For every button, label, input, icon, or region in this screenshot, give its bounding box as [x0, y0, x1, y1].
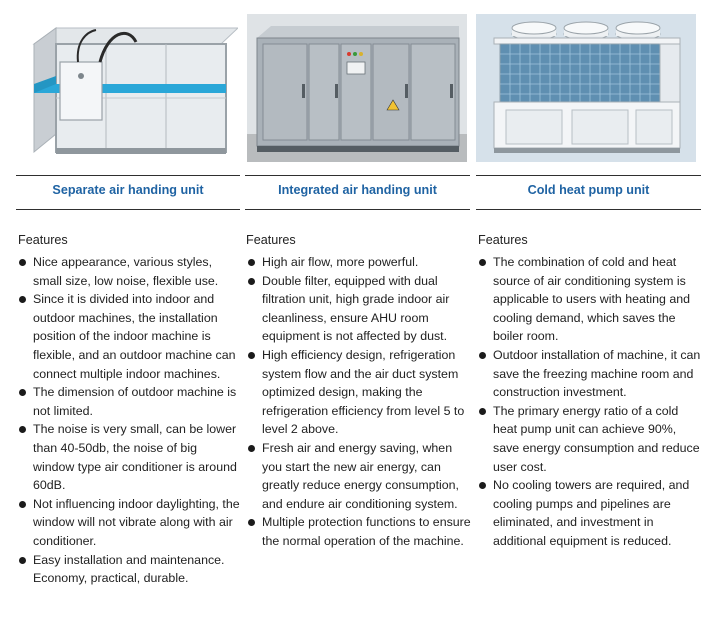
cold-heat-pump-unit-photo [476, 14, 696, 162]
features-list [476, 253, 704, 551]
list-item: The noise is very small, can be lower than 40-50db, the noise of big window type air conditioner is around 60dB. [16, 420, 241, 494]
list-item: Easy installation and maintenance. Economy, practical, durable. [16, 551, 241, 588]
list-item: The dimension of outdoor machine is not limited. [16, 383, 241, 420]
list-item: High efficiency design, refrigeration system flow and the air duct system optimized design, making the refrigeration efficiency from level 5 to level 2 above. [245, 346, 473, 439]
list-item: The primary energy ratio of a cold heat pump unit can achieve 90%, save energy consumption and reduce user cost. [476, 402, 704, 476]
list-item: Fresh air and energy saving, when you start the new air energy, can greatly reduce energy consumption, and endure air conditioning system. [245, 439, 473, 513]
list-item: The combination of cold and heat source of air conditioning system is applicable to users with heating and cooling demand, which saves the boiler room. [476, 253, 704, 346]
caption-rule-top [476, 175, 701, 176]
features-heading: Features [18, 233, 68, 247]
separate-air-handling-unit-photo [16, 14, 238, 162]
list-item: Nice appearance, various styles, small size, low noise, flexible use. [16, 253, 241, 290]
caption-rule-bottom [245, 209, 470, 210]
list-item: Not influencing indoor daylighting, the window will not vibrate along with air conditioner. [16, 495, 241, 551]
features-heading: Features [246, 233, 296, 247]
product-caption: Integrated air handing unit [278, 183, 437, 197]
caption-rule-top [16, 175, 240, 176]
product-caption: Separate air handing unit [52, 183, 204, 197]
list-item: Multiple protection functions to ensure the normal operation of the machine. [245, 513, 473, 550]
features-list [245, 253, 473, 551]
caption-rule-top [245, 175, 470, 176]
product-caption: Cold heat pump unit [527, 183, 650, 197]
features-list [16, 253, 241, 588]
list-item: Outdoor installation of machine, it can save the freezing machine room and construction investment. [476, 346, 704, 402]
integrated-air-handling-unit-photo [247, 14, 467, 162]
caption-rule-bottom [476, 209, 701, 210]
caption-rule-bottom [16, 209, 240, 210]
list-item: Since it is divided into indoor and outdoor machines, the installation position of the indoor machine is flexible, and an outdoor machine can connect multiple indoor machines. [16, 290, 241, 383]
list-item: High air flow, more powerful. [245, 253, 473, 272]
list-item: No cooling towers are required, and cooling pumps and pipelines are eliminated, and investment in additional equipment is reduced. [476, 476, 704, 550]
features-heading: Features [478, 233, 528, 247]
list-item: Double filter, equipped with dual filtration unit, high grade indoor air cleanliness, ensure AHU room equipment is not affected by dust. [245, 272, 473, 346]
